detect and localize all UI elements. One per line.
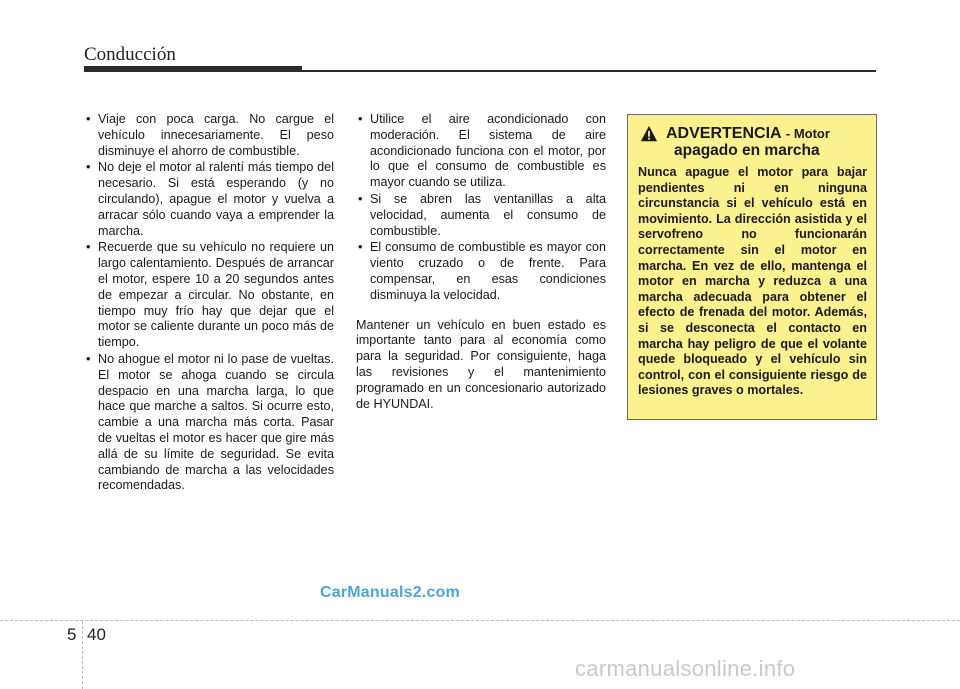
warning-label: ADVERTENCIA [666,125,782,142]
left-bullet-list [84,112,334,494]
warning-triangle-icon [640,125,658,143]
list-item: • Si se abren las ventanillas a alta velocidad, aumenta el consumo de combustible. [356,192,606,239]
middle-bullet-list [356,112,606,304]
warning-title [666,125,830,159]
footer-rule [0,620,960,621]
header-rule-thin [302,70,876,72]
list-item: • No deje el motor al ralentí más tiempo del necesario. Si está esperando (y no circulando), apague el motor y vuelva a arracar sólo cuando vaya a emprender la marcha. [84,160,334,239]
header-rule-thick [84,66,302,72]
warning-header [638,125,867,159]
list-item: • El consumo de combustible es mayor con viento cruzado o de frente. Para compensar, en esas condiciones disminuya la velocidad. [356,240,606,303]
left-column [84,112,334,495]
page-title: Conducción [84,44,176,65]
footer-divider [82,621,83,689]
middle-column [356,112,606,412]
section-number: 5 [67,625,77,644]
list-item: • Recuerde que su vehículo no requiere un largo calentamiento. Después de arrancar el motor, espere 10 a 20 segundos antes de empezar a circular. No obstante, en tiempo muy frío hay que dejar que el motor se caliente durante un poco más de tiempo. [84,240,334,351]
list-item: • Viaje con poca carga. No cargue el vehículo innecesariamente. El peso disminuye el ahorro de combustible. [84,112,334,159]
site-watermark: carmanualsonline.info [575,656,796,681]
warning-body: Nunca apague el motor para bajar pendientes ni en ninguna circunstancia si el vehículo está en movimiento. La dirección asistida y el servofreno no funcionarán correctamente sin el motor en marcha. En vez de ello, mantenga el motor en marcha y reduzca a una marcha adecuada para obtener el efecto de frenada del motor. Además, si se desconecta el contacto en marcha hay peligro de que el volante quede bloqueado y el vehículo sin control, con el consiguiente riesgo de lesiones graves o mortales. [638,165,867,398]
list-item: • No ahogue el motor ni lo pase de vueltas. El motor se ahoga cuando se circula despacio en una marcha larga, lo que hace que marche a saltos. Si ocurre esto, cambie a una marcha más corta. Pasar de vueltas el motor es hacer que gire más allá de su límite de seguridad. Se evita cambiando de marcha a las velocidades recomendadas. [84,352,334,494]
watermark-link[interactable]: CarManuals2.com [320,584,460,601]
warning-subtitle-1: - Motor [785,126,830,141]
maintenance-paragraph: Mantener un vehículo en buen estado es importante tanto para al economía como para la seguridad. Por consiguiente, haga las revisiones y el mantenimiento programado en un concesionario autorizado de HYUNDAI. [356,317,606,411]
list-item: • Utilice el aire acondicionado con moderación. El sistema de aire acondicionado funciona con el motor, por lo que el consumo de combustible es mayor cuando se utiliza. [356,112,606,191]
warning-subtitle-2: apagado en marcha [674,142,820,159]
warning-box [627,114,877,420]
page-number: 40 [87,625,106,644]
